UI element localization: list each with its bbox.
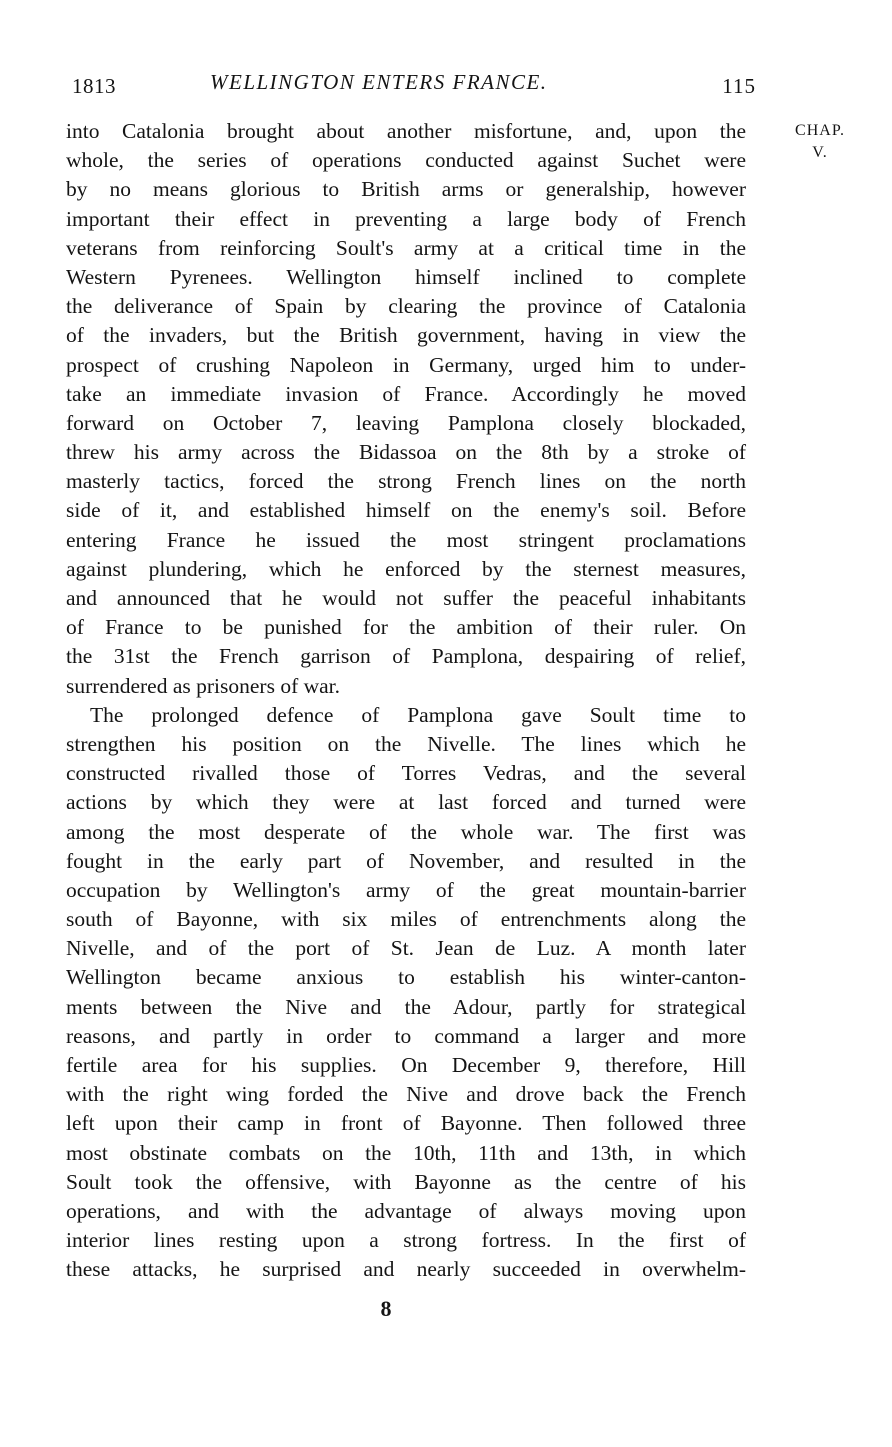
text-line: left upon their camp in front of Bayonne. Then followed three <box>66 1111 746 1136</box>
text-line: reasons, and partly in order to command a larger and more <box>66 1023 746 1048</box>
text-line: of France to be punished for the ambition of their ruler. On <box>66 615 746 640</box>
signature-mark: 8 <box>380 1296 392 1321</box>
running-header <box>72 70 756 100</box>
text-line: side of it, and established himself on the enemy's soil. Before <box>66 498 746 523</box>
text-line: veterans from reinforcing Soult's army at a critical time in the <box>66 235 746 260</box>
text-line: by no means glorious to British arms or generalship, however <box>66 177 746 202</box>
text-line: of the invaders, but the British government, having in view the <box>66 323 746 348</box>
header-year: 1813 <box>72 74 116 98</box>
text-line: into Catalonia brought about another misfortune, and, upon the <box>66 119 746 143</box>
text-line: masterly tactics, forced the strong French lines on the north <box>66 469 746 494</box>
text-line: most obstinate combats on the 10th, 11th and 13th, in which <box>66 1140 746 1165</box>
text-line: interior lines resting upon a strong fortress. In the first of <box>66 1228 746 1253</box>
text-line: against plundering, which he enforced by the sternest measures, <box>66 556 746 581</box>
text-line: prospect of crushing Napoleon in Germany, urged him to under- <box>66 352 746 377</box>
margin-chap-label: CHAP. <box>795 122 845 139</box>
text-line: take an immediate invasion of France. Accordingly he moved <box>66 381 746 406</box>
text-line: strengthen his position on the Nivelle. The lines which he <box>66 731 746 756</box>
text-line: whole, the series of operations conducted against Suchet were <box>66 148 746 173</box>
text-line: Soult took the offensive, with Bayonne as the centre of his <box>66 1169 746 1194</box>
text-line: among the most desperate of the whole war. The first was <box>66 819 746 844</box>
text-line: forward on October 7, leaving Pamplona closely blockaded, <box>66 410 746 435</box>
text-line: Nivelle, and of the port of St. Jean de Luz. A month later <box>66 936 746 961</box>
body-text <box>66 117 746 1285</box>
text-line: Wellington became anxious to establish his winter-canton- <box>66 965 746 990</box>
text-line: constructed rivalled those of Torres Vedras, and the several <box>66 761 746 786</box>
text-line: the 31st the French garrison of Pamplona, despairing of relief, <box>66 644 746 669</box>
text-line: ments between the Nive and the Adour, partly for strategical <box>66 994 746 1019</box>
text-line: the deliverance of Spain by clearing the province of Catalonia <box>66 294 746 319</box>
text-line: surrendered as prisoners of war. <box>66 673 341 698</box>
text-line: important their effect in preventing a large body of French <box>66 206 746 231</box>
text-line: south of Bayonne, with six miles of entrenchments along the <box>66 907 746 932</box>
text-line: with the right wing forded the Nive and drove back the French <box>66 1082 746 1107</box>
text-line: operations, and with the advantage of always moving upon <box>66 1198 746 1223</box>
running-title: WELLINGTON ENTERS FRANCE. <box>210 70 548 94</box>
margin-chap-number: V. <box>812 144 828 161</box>
margin-chapter-note <box>775 120 865 164</box>
text-line: fought in the early part of November, and resulted in the <box>66 848 746 873</box>
text-line: occupation by Wellington's army of the great mountain-barrier <box>66 877 746 902</box>
text-line: The prolonged defence of Pamplona gave Soult time to <box>90 702 746 727</box>
text-line: and announced that he would not suffer the peaceful inhabitants <box>66 586 746 610</box>
text-line: actions by which they were at last forced and turned were <box>66 790 746 815</box>
text-line: threw his army across the Bidassoa on the 8th by a stroke of <box>66 440 746 465</box>
text-line: fertile area for his supplies. On December 9, therefore, Hill <box>66 1053 746 1077</box>
text-line: entering France he issued the most stringent proclamations <box>66 527 746 552</box>
text-line: these attacks, he surprised and nearly succeeded in overwhelm- <box>66 1257 746 1282</box>
text-line: Western Pyrenees. Wellington himself inclined to complete <box>66 264 746 289</box>
page-number: 115 <box>722 74 756 98</box>
